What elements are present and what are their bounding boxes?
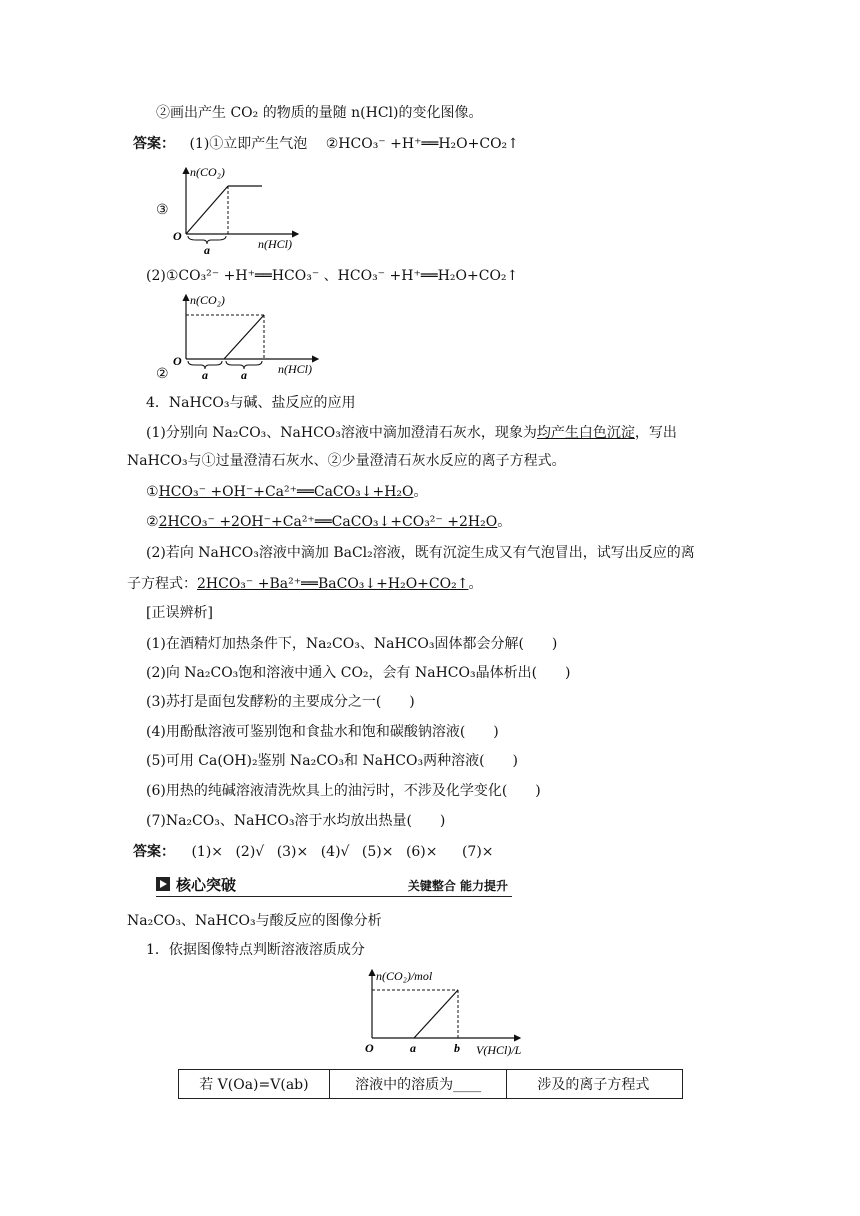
section-4-title: 4．NaHCO₃与碱、盐反应的应用 — [146, 395, 356, 411]
core-heading: Na₂CO₃、NaHCO₃与酸反应的图像分析 — [127, 913, 382, 929]
text: 子方程式： — [127, 576, 197, 592]
table-row — [179, 1070, 683, 1099]
play-icon-triangle — [160, 880, 167, 888]
solute-table — [178, 1069, 683, 1099]
core-point-1: 1．依据图像特点判断溶液溶质成分 — [146, 942, 365, 958]
seg1-label: a — [202, 368, 208, 381]
seg-label: a — [204, 243, 210, 256]
judge-answer: (6)× — [405, 844, 438, 860]
section-4-p2a: (2)若向 NaHCO₃溶液中滴加 BaCl₂溶液，既有沉淀生成又有气泡冒出，试写出反应的离 — [146, 545, 695, 561]
origin-label: O — [173, 229, 182, 243]
answer-2-line: (2)①CO₃²⁻ +H⁺══HCO₃⁻ 、HCO₃⁻ +H⁺══H₂O+CO₂↑ — [146, 268, 519, 284]
y-label: n(CO₂) — [190, 293, 225, 307]
b-label: b — [454, 1041, 460, 1055]
judge-item: (5)可用 Ca(OH)₂鉴别 Na₂CO₃和 NaHCO₃两种溶液( ) — [146, 753, 519, 769]
y-label: n(CO₂)/mol — [376, 969, 433, 983]
answer-underlined: 2HCO₃⁻ +Ba²⁺══BaCO₃↓+H₂O+CO₂↑ — [197, 576, 469, 592]
origin-label: O — [173, 354, 182, 368]
judge-answer: (4)√ — [320, 844, 350, 860]
banner-subtitle: 关键整合 能力提升 — [407, 879, 508, 893]
text: 。 — [468, 576, 483, 592]
x-label: n(HCl) — [278, 362, 312, 376]
marker-3: ③ — [156, 202, 169, 218]
x-label: V(HCl)/L — [476, 1043, 522, 1057]
judge-item: (6)用热的纯碱溶液清洗炊具上的油污时，不涉及化学变化( ) — [146, 783, 541, 799]
x-label: n(HCl) — [258, 237, 292, 251]
equation-2 — [146, 512, 511, 532]
rise-line — [186, 186, 228, 234]
a-label: a — [410, 1041, 416, 1055]
answer-1-line — [133, 134, 519, 154]
text: ，写出 — [634, 425, 677, 441]
y-label: n(CO₂) — [190, 165, 225, 179]
judge-answers — [133, 842, 494, 862]
judge-answer: (5)× — [361, 844, 394, 860]
marker-2: ② — [156, 366, 169, 382]
banner-rule — [156, 896, 512, 897]
graph-2 — [170, 291, 325, 381]
rise-line — [414, 990, 458, 1038]
origin-label: O — [365, 1041, 374, 1055]
text: 。 — [497, 514, 512, 530]
answer-underlined: 2HCO₃⁻ +2OH⁻+Ca²⁺══CaCO₃↓+CO₃²⁻ +2H₂O — [158, 514, 498, 530]
judge-item: (1)在酒精灯加热条件下，Na₂CO₃、NaHCO₃固体都会分解( ) — [146, 636, 558, 652]
answer-label: 答案： — [133, 136, 175, 152]
judge-answer: (3)× — [276, 844, 309, 860]
equation-1 — [146, 482, 428, 502]
text: ① — [146, 484, 159, 500]
graph-1 — [170, 162, 310, 256]
answer-1b: ②HCO₃⁻ +H⁺══H₂O+CO₂↑ — [325, 136, 519, 152]
section-4-p1a — [146, 423, 677, 443]
judge-answer: (7)× — [461, 844, 494, 860]
text: 。 — [413, 484, 428, 500]
section-banner — [156, 875, 512, 897]
answer-1a: (1)①立即产生气泡 — [189, 136, 308, 152]
graph-3 — [360, 966, 535, 1060]
judge-item: (3)苏打是面包发酵粉的主要成分之一( ) — [146, 694, 415, 710]
judge-item: (4)用酚酞溶液可鉴别饱和食盐水和饱和碳酸钠溶液( ) — [146, 724, 499, 740]
question-2: ②画出产生 CO₂ 的物质的量随 n(HCl)的变化图像。 — [156, 105, 483, 121]
seg2-label: a — [241, 368, 247, 381]
answer-label: 答案： — [133, 844, 175, 860]
judge-item: (2)向 Na₂CO₃饱和溶液中通入 CO₂，会有 NaHCO₃晶体析出( ) — [146, 665, 571, 681]
section-4-p2b — [127, 574, 482, 594]
table-cell: 若 V(Oa)=V(ab) — [179, 1070, 330, 1099]
judge-title: [正误辨析] — [146, 605, 213, 621]
rise-line — [224, 315, 264, 359]
banner-title: 核心突破 — [176, 876, 237, 894]
section-4-p1b: NaHCO₃与①过量澄清石灰水、②少量澄清石灰水反应的离子方程式。 — [127, 453, 566, 469]
table-cell: 涉及的离子方程式 — [507, 1070, 683, 1099]
judge-answer: (1)× — [191, 844, 224, 860]
text: (1)分别向 Na₂CO₃、NaHCO₃溶液中滴加澄清石灰水，现象为 — [146, 425, 537, 441]
judge-item: (7)Na₂CO₃、NaHCO₃溶于水均放出热量( ) — [146, 813, 446, 829]
answer-underlined: 均产生白色沉淀 — [536, 425, 635, 441]
text: ② — [146, 514, 159, 530]
table-cell: 溶液中的溶质为____ — [329, 1070, 507, 1099]
judge-answer: (2)√ — [235, 844, 265, 860]
answer-underlined: HCO₃⁻ +OH⁻+Ca²⁺══CaCO₃↓+H₂O — [158, 484, 414, 500]
